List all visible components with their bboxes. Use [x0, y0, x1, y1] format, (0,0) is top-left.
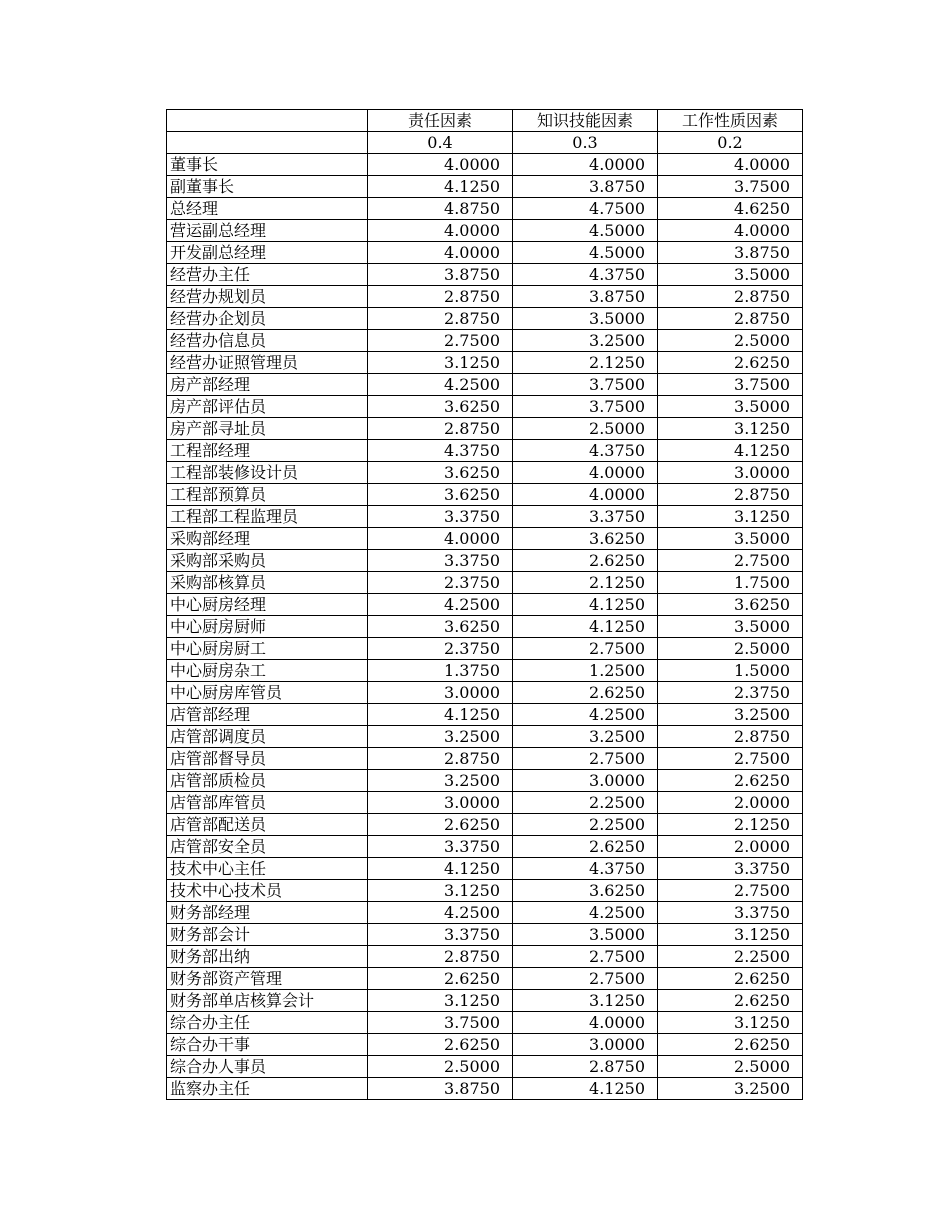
knowledge-skill-score-cell[interactable]: 3.8750 [513, 176, 658, 198]
position-name-cell[interactable]: 经营办证照管理员 [167, 352, 368, 374]
knowledge-skill-score-cell[interactable]: 3.7500 [513, 396, 658, 418]
position-name-cell[interactable]: 工程部预算员 [167, 484, 368, 506]
work-nature-score-cell[interactable]: 3.1250 [658, 924, 803, 946]
responsibility-score-cell[interactable]: 4.1250 [368, 176, 513, 198]
factor-score-table [166, 109, 803, 1100]
position-name-cell[interactable]: 店管部督导员 [167, 748, 368, 770]
knowledge-skill-score-cell[interactable]: 3.5000 [513, 308, 658, 330]
knowledge-skill-score-cell[interactable]: 3.1250 [513, 990, 658, 1012]
knowledge-skill-score-cell[interactable]: 4.0000 [513, 1012, 658, 1034]
work-nature-score-cell[interactable]: 2.8750 [658, 726, 803, 748]
position-name-cell[interactable]: 综合办干事 [167, 1034, 368, 1056]
table-row [167, 968, 803, 990]
table-row [167, 770, 803, 792]
position-name-cell[interactable]: 中心厨房经理 [167, 594, 368, 616]
work-nature-score-cell[interactable]: 2.6250 [658, 968, 803, 990]
table-row [167, 990, 803, 1012]
knowledge-skill-score-cell[interactable]: 3.6250 [513, 880, 658, 902]
weight-knowledge-skill[interactable]: 0.3 [513, 132, 658, 154]
header-row-weights [167, 132, 803, 154]
position-name-cell[interactable]: 开发副总经理 [167, 242, 368, 264]
position-name-cell[interactable]: 财务部经理 [167, 902, 368, 924]
position-name-cell[interactable]: 财务部出纳 [167, 946, 368, 968]
responsibility-score-cell[interactable]: 3.6250 [368, 616, 513, 638]
position-name-cell[interactable]: 综合办主任 [167, 1012, 368, 1034]
header-factor-knowledge-skill[interactable]: 知识技能因素 [513, 110, 658, 132]
work-nature-score-cell[interactable]: 4.1250 [658, 440, 803, 462]
position-name-cell[interactable]: 监察办主任 [167, 1078, 368, 1100]
position-name-cell[interactable]: 技术中心主任 [167, 858, 368, 880]
table-row [167, 660, 803, 682]
work-nature-score-cell[interactable]: 3.3750 [658, 858, 803, 880]
responsibility-score-cell[interactable]: 3.0000 [368, 682, 513, 704]
position-name-cell[interactable]: 店管部配送员 [167, 814, 368, 836]
knowledge-skill-score-cell[interactable]: 2.7500 [513, 946, 658, 968]
responsibility-score-cell[interactable]: 2.8750 [368, 946, 513, 968]
work-nature-score-cell[interactable]: 2.3750 [658, 682, 803, 704]
position-name-cell[interactable]: 中心厨房厨工 [167, 638, 368, 660]
knowledge-skill-score-cell[interactable]: 4.1250 [513, 1078, 658, 1100]
knowledge-skill-score-cell[interactable]: 1.2500 [513, 660, 658, 682]
table-row [167, 902, 803, 924]
knowledge-skill-score-cell[interactable]: 2.2500 [513, 792, 658, 814]
table-row [167, 242, 803, 264]
table-row [167, 814, 803, 836]
knowledge-skill-score-cell[interactable]: 3.5000 [513, 924, 658, 946]
position-name-cell[interactable]: 店管部质检员 [167, 770, 368, 792]
responsibility-score-cell[interactable]: 2.7500 [368, 330, 513, 352]
knowledge-skill-score-cell[interactable]: 4.0000 [513, 484, 658, 506]
position-name-cell[interactable]: 店管部安全员 [167, 836, 368, 858]
responsibility-score-cell[interactable]: 3.6250 [368, 484, 513, 506]
responsibility-score-cell[interactable]: 3.0000 [368, 792, 513, 814]
responsibility-score-cell[interactable]: 2.3750 [368, 572, 513, 594]
knowledge-skill-score-cell[interactable]: 3.0000 [513, 1034, 658, 1056]
knowledge-skill-score-cell[interactable]: 2.2500 [513, 814, 658, 836]
table-row [167, 286, 803, 308]
table-row [167, 198, 803, 220]
knowledge-skill-score-cell[interactable]: 2.1250 [513, 352, 658, 374]
table-row [167, 924, 803, 946]
table-row [167, 946, 803, 968]
responsibility-score-cell[interactable]: 4.0000 [368, 528, 513, 550]
work-nature-score-cell[interactable]: 2.6250 [658, 352, 803, 374]
work-nature-score-cell[interactable]: 3.6250 [658, 594, 803, 616]
responsibility-score-cell[interactable]: 1.3750 [368, 660, 513, 682]
position-name-cell[interactable]: 工程部工程监理员 [167, 506, 368, 528]
table-body [167, 110, 803, 1100]
responsibility-score-cell[interactable]: 2.8750 [368, 748, 513, 770]
responsibility-score-cell[interactable]: 3.1250 [368, 352, 513, 374]
knowledge-skill-score-cell[interactable]: 4.1250 [513, 594, 658, 616]
work-nature-score-cell[interactable]: 2.8750 [658, 484, 803, 506]
position-name-cell[interactable]: 副董事长 [167, 176, 368, 198]
knowledge-skill-score-cell[interactable]: 3.8750 [513, 286, 658, 308]
responsibility-score-cell[interactable]: 4.1250 [368, 858, 513, 880]
responsibility-score-cell[interactable]: 2.6250 [368, 968, 513, 990]
position-name-cell[interactable]: 总经理 [167, 198, 368, 220]
responsibility-score-cell[interactable]: 2.8750 [368, 418, 513, 440]
knowledge-skill-score-cell[interactable]: 2.6250 [513, 836, 658, 858]
responsibility-score-cell[interactable]: 3.3750 [368, 836, 513, 858]
responsibility-score-cell[interactable]: 4.0000 [368, 154, 513, 176]
table-row [167, 528, 803, 550]
position-name-cell[interactable]: 经营办信息员 [167, 330, 368, 352]
responsibility-score-cell[interactable]: 4.0000 [368, 220, 513, 242]
table-row [167, 396, 803, 418]
position-name-cell[interactable]: 房产部寻址员 [167, 418, 368, 440]
responsibility-score-cell[interactable]: 2.6250 [368, 814, 513, 836]
position-name-cell[interactable]: 营运副总经理 [167, 220, 368, 242]
work-nature-score-cell[interactable]: 2.2500 [658, 946, 803, 968]
table-row [167, 154, 803, 176]
responsibility-score-cell[interactable]: 2.6250 [368, 1034, 513, 1056]
work-nature-score-cell[interactable]: 2.5000 [658, 330, 803, 352]
work-nature-score-cell[interactable]: 2.6250 [658, 770, 803, 792]
work-nature-score-cell[interactable]: 3.1250 [658, 1012, 803, 1034]
position-name-cell[interactable]: 董事长 [167, 154, 368, 176]
responsibility-score-cell[interactable]: 3.3750 [368, 506, 513, 528]
responsibility-score-cell[interactable]: 2.3750 [368, 638, 513, 660]
knowledge-skill-score-cell[interactable]: 4.5000 [513, 242, 658, 264]
table-row [167, 176, 803, 198]
position-name-cell[interactable]: 财务部单店核算会计 [167, 990, 368, 1012]
table-row [167, 682, 803, 704]
work-nature-score-cell[interactable]: 2.6250 [658, 1034, 803, 1056]
position-name-cell[interactable]: 房产部经理 [167, 374, 368, 396]
responsibility-score-cell[interactable]: 3.7500 [368, 1012, 513, 1034]
position-name-cell[interactable]: 经营办企划员 [167, 308, 368, 330]
work-nature-score-cell[interactable]: 2.1250 [658, 814, 803, 836]
table-row [167, 550, 803, 572]
knowledge-skill-score-cell[interactable]: 4.7500 [513, 198, 658, 220]
position-name-cell[interactable]: 店管部调度员 [167, 726, 368, 748]
work-nature-score-cell[interactable]: 3.5000 [658, 396, 803, 418]
table-row [167, 440, 803, 462]
work-nature-score-cell[interactable]: 3.8750 [658, 242, 803, 264]
responsibility-score-cell[interactable]: 4.1250 [368, 704, 513, 726]
work-nature-score-cell[interactable]: 3.5000 [658, 528, 803, 550]
table-row [167, 374, 803, 396]
work-nature-score-cell[interactable]: 3.5000 [658, 616, 803, 638]
header-row-factors [167, 110, 803, 132]
work-nature-score-cell[interactable]: 1.5000 [658, 660, 803, 682]
work-nature-score-cell[interactable]: 3.3750 [658, 902, 803, 924]
table-row [167, 308, 803, 330]
knowledge-skill-score-cell[interactable]: 4.2500 [513, 902, 658, 924]
knowledge-skill-score-cell[interactable]: 3.3750 [513, 506, 658, 528]
table-row [167, 572, 803, 594]
knowledge-skill-score-cell[interactable]: 3.7500 [513, 374, 658, 396]
work-nature-score-cell[interactable]: 2.5000 [658, 1056, 803, 1078]
table-row [167, 880, 803, 902]
table-row [167, 594, 803, 616]
work-nature-score-cell[interactable]: 4.6250 [658, 198, 803, 220]
knowledge-skill-score-cell[interactable]: 2.5000 [513, 418, 658, 440]
responsibility-score-cell[interactable]: 3.2500 [368, 726, 513, 748]
position-name-cell[interactable]: 经营办主任 [167, 264, 368, 286]
position-name-cell[interactable]: 财务部资产管理 [167, 968, 368, 990]
table-row [167, 330, 803, 352]
knowledge-skill-score-cell[interactable]: 3.2500 [513, 726, 658, 748]
knowledge-skill-score-cell[interactable]: 3.0000 [513, 770, 658, 792]
table-row [167, 1034, 803, 1056]
work-nature-score-cell[interactable]: 3.2500 [658, 704, 803, 726]
work-nature-score-cell[interactable]: 3.2500 [658, 1078, 803, 1100]
position-name-cell[interactable]: 店管部库管员 [167, 792, 368, 814]
table-row [167, 352, 803, 374]
responsibility-score-cell[interactable]: 4.2500 [368, 594, 513, 616]
responsibility-score-cell[interactable]: 4.3750 [368, 440, 513, 462]
responsibility-score-cell[interactable]: 2.8750 [368, 308, 513, 330]
responsibility-score-cell[interactable]: 3.1250 [368, 990, 513, 1012]
position-name-cell[interactable]: 技术中心技术员 [167, 880, 368, 902]
responsibility-score-cell[interactable]: 4.2500 [368, 374, 513, 396]
table-row [167, 1056, 803, 1078]
table-row [167, 726, 803, 748]
table-row [167, 858, 803, 880]
table-row [167, 484, 803, 506]
work-nature-score-cell[interactable]: 2.7500 [658, 550, 803, 572]
responsibility-score-cell[interactable]: 3.6250 [368, 396, 513, 418]
header-corner-cell[interactable] [167, 110, 368, 132]
responsibility-score-cell[interactable]: 3.8750 [368, 1078, 513, 1100]
table-row [167, 506, 803, 528]
table-row [167, 704, 803, 726]
table-row [167, 1012, 803, 1034]
work-nature-score-cell[interactable]: 2.7500 [658, 880, 803, 902]
knowledge-skill-score-cell[interactable]: 2.7500 [513, 638, 658, 660]
table-row [167, 836, 803, 858]
work-nature-score-cell[interactable]: 2.8750 [658, 308, 803, 330]
work-nature-score-cell[interactable]: 1.7500 [658, 572, 803, 594]
knowledge-skill-score-cell[interactable]: 4.0000 [513, 462, 658, 484]
responsibility-score-cell[interactable]: 3.8750 [368, 264, 513, 286]
work-nature-score-cell[interactable]: 2.0000 [658, 836, 803, 858]
table-row [167, 264, 803, 286]
responsibility-score-cell[interactable]: 3.3750 [368, 924, 513, 946]
knowledge-skill-score-cell[interactable]: 4.1250 [513, 616, 658, 638]
knowledge-skill-score-cell[interactable]: 2.8750 [513, 1056, 658, 1078]
work-nature-score-cell[interactable]: 4.0000 [658, 220, 803, 242]
position-name-cell[interactable]: 工程部经理 [167, 440, 368, 462]
responsibility-score-cell[interactable]: 4.2500 [368, 902, 513, 924]
responsibility-score-cell[interactable]: 3.2500 [368, 770, 513, 792]
position-name-cell[interactable]: 店管部经理 [167, 704, 368, 726]
responsibility-score-cell[interactable]: 4.0000 [368, 242, 513, 264]
knowledge-skill-score-cell[interactable]: 4.5000 [513, 220, 658, 242]
table-row [167, 748, 803, 770]
table-row [167, 1078, 803, 1100]
responsibility-score-cell[interactable]: 3.6250 [368, 462, 513, 484]
knowledge-skill-score-cell[interactable]: 4.2500 [513, 704, 658, 726]
work-nature-score-cell[interactable]: 3.1250 [658, 418, 803, 440]
position-name-cell[interactable]: 工程部装修设计员 [167, 462, 368, 484]
work-nature-score-cell[interactable]: 3.0000 [658, 462, 803, 484]
work-nature-score-cell[interactable]: 3.7500 [658, 176, 803, 198]
table-row [167, 616, 803, 638]
work-nature-score-cell[interactable]: 3.1250 [658, 506, 803, 528]
position-name-cell[interactable]: 综合办人事员 [167, 1056, 368, 1078]
weight-responsibility[interactable]: 0.4 [368, 132, 513, 154]
work-nature-score-cell[interactable]: 2.0000 [658, 792, 803, 814]
work-nature-score-cell[interactable]: 3.5000 [658, 264, 803, 286]
work-nature-score-cell[interactable]: 2.8750 [658, 286, 803, 308]
responsibility-score-cell[interactable]: 2.8750 [368, 286, 513, 308]
position-name-cell[interactable]: 采购部核算员 [167, 572, 368, 594]
position-name-cell[interactable]: 经营办规划员 [167, 286, 368, 308]
header-factor-work-nature[interactable]: 工作性质因素 [658, 110, 803, 132]
position-name-cell[interactable]: 采购部采购员 [167, 550, 368, 572]
knowledge-skill-score-cell[interactable]: 4.0000 [513, 154, 658, 176]
weight-corner-cell[interactable] [167, 132, 368, 154]
position-name-cell[interactable]: 中心厨房杂工 [167, 660, 368, 682]
knowledge-skill-score-cell[interactable]: 2.6250 [513, 550, 658, 572]
work-nature-score-cell[interactable]: 3.7500 [658, 374, 803, 396]
work-nature-score-cell[interactable]: 2.6250 [658, 990, 803, 1012]
position-name-cell[interactable]: 房产部评估员 [167, 396, 368, 418]
responsibility-score-cell[interactable]: 2.5000 [368, 1056, 513, 1078]
knowledge-skill-score-cell[interactable]: 3.2500 [513, 330, 658, 352]
knowledge-skill-score-cell[interactable]: 4.3750 [513, 440, 658, 462]
weight-work-nature[interactable]: 0.2 [658, 132, 803, 154]
responsibility-score-cell[interactable]: 3.1250 [368, 880, 513, 902]
knowledge-skill-score-cell[interactable]: 4.3750 [513, 264, 658, 286]
table-row [167, 638, 803, 660]
responsibility-score-cell[interactable]: 3.3750 [368, 550, 513, 572]
table-row [167, 462, 803, 484]
work-nature-score-cell[interactable]: 4.0000 [658, 154, 803, 176]
knowledge-skill-score-cell[interactable]: 2.7500 [513, 968, 658, 990]
position-name-cell[interactable]: 中心厨房厨师 [167, 616, 368, 638]
work-nature-score-cell[interactable]: 2.7500 [658, 748, 803, 770]
header-factor-responsibility[interactable]: 责任因素 [368, 110, 513, 132]
knowledge-skill-score-cell[interactable]: 3.6250 [513, 528, 658, 550]
position-name-cell[interactable]: 财务部会计 [167, 924, 368, 946]
table-row [167, 418, 803, 440]
responsibility-score-cell[interactable]: 4.8750 [368, 198, 513, 220]
table-row [167, 220, 803, 242]
position-name-cell[interactable]: 采购部经理 [167, 528, 368, 550]
knowledge-skill-score-cell[interactable]: 2.7500 [513, 748, 658, 770]
position-name-cell[interactable]: 中心厨房库管员 [167, 682, 368, 704]
work-nature-score-cell[interactable]: 2.5000 [658, 638, 803, 660]
knowledge-skill-score-cell[interactable]: 2.1250 [513, 572, 658, 594]
table-row [167, 792, 803, 814]
knowledge-skill-score-cell[interactable]: 2.6250 [513, 682, 658, 704]
knowledge-skill-score-cell[interactable]: 4.3750 [513, 858, 658, 880]
